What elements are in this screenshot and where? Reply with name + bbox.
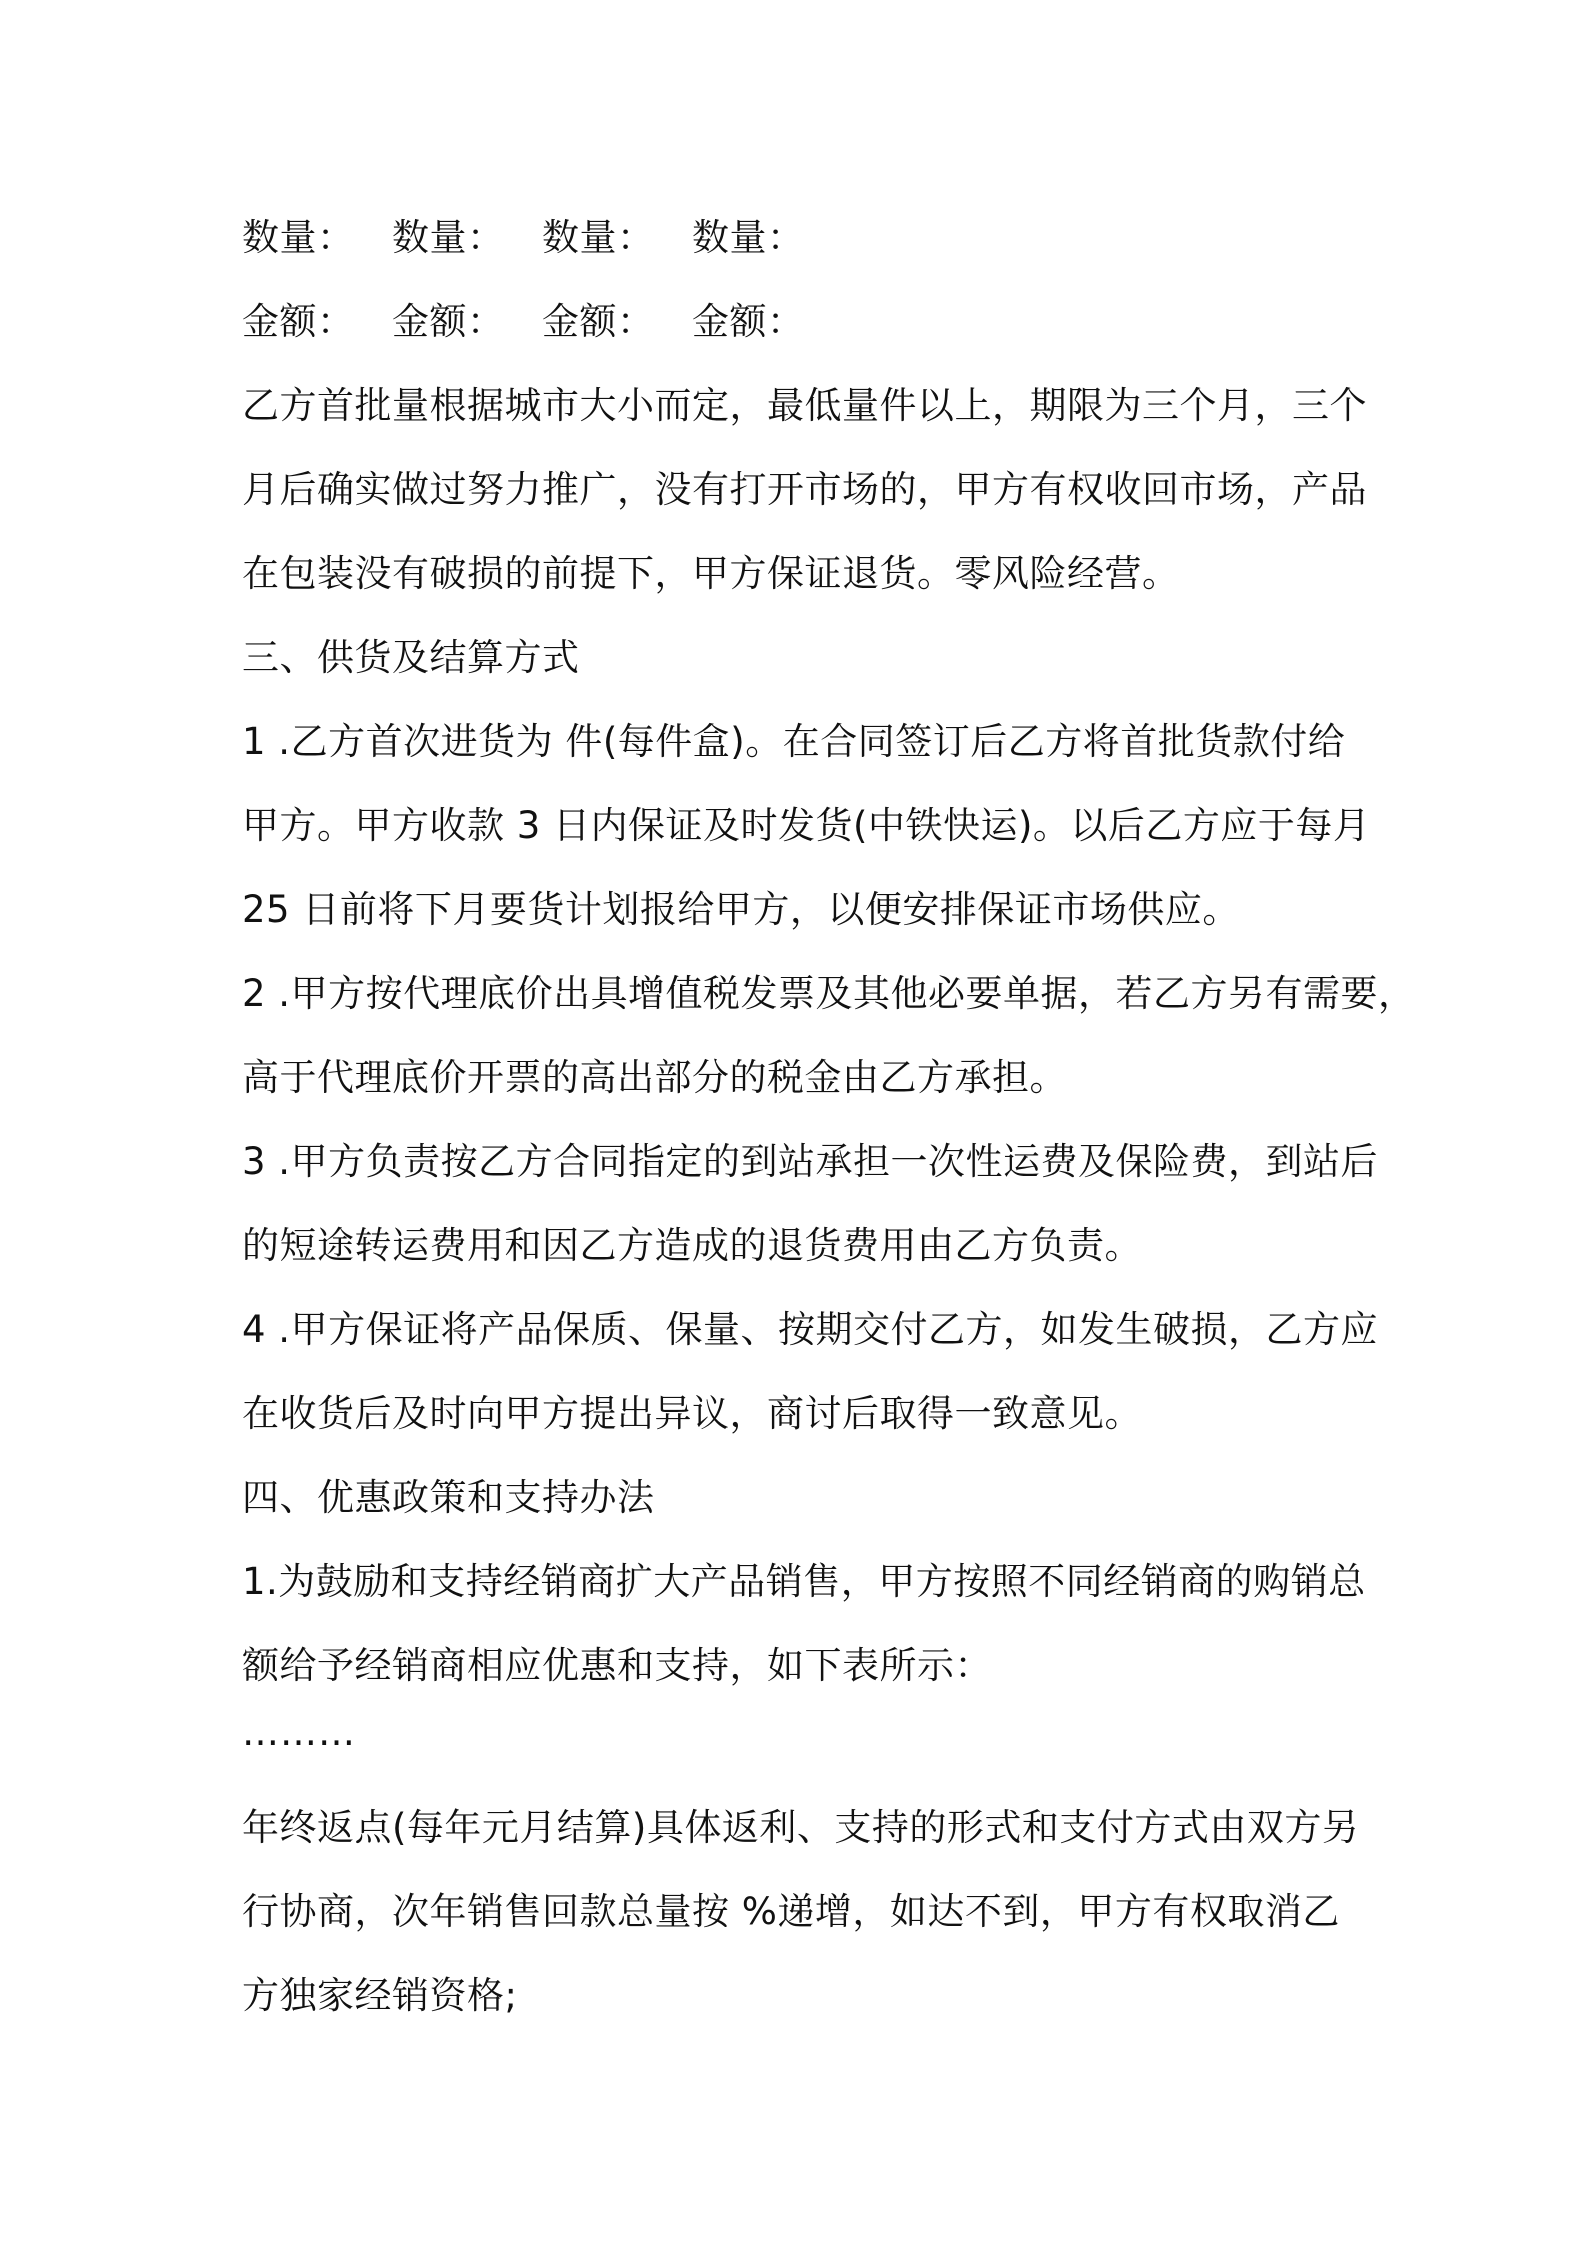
section-4-item-1	[242, 1540, 1372, 1708]
year-end-paragraph	[242, 1786, 1372, 2038]
amount-label: 金额：	[542, 300, 655, 343]
first-batch-paragraph	[242, 364, 1372, 616]
paragraph-line: 2 .甲方按代理底价出具增值税发票及其他必要单据，若乙方另有需要，	[242, 972, 1416, 1015]
paragraph-line: 行协商，次年销售回款总量按 %递增，如达不到，甲方有权取消乙	[242, 1890, 1340, 1933]
section-3-item-3	[242, 1120, 1379, 1288]
paragraph-line: 方独家经销资格;	[242, 1974, 518, 2017]
quantity-label: 数量：	[242, 216, 355, 259]
quantity-label: 数量：	[542, 216, 655, 259]
paragraph-line: 1.为鼓励和支持经销商扩大产品销售，甲方按照不同经销商的购销总	[242, 1560, 1366, 1603]
ellipsis: ………	[242, 1711, 356, 1754]
document-body	[242, 196, 1416, 2038]
paragraph-line: 甲方。甲方收款 3 日内保证及时发货(中铁快运)。以后乙方应于每月	[242, 804, 1371, 847]
paragraph-line: 25 日前将下月要货计划报给甲方，以便安排保证市场供应。	[242, 888, 1240, 931]
amount-label: 金额：	[692, 300, 805, 343]
section-3-item-2	[242, 952, 1416, 1120]
paragraph-line: 乙方首批量根据城市大小而定，最低量件以上，期限为三个月，三个	[242, 384, 1367, 427]
amount-label: 金额：	[242, 300, 355, 343]
paragraph-line: 年终返点(每年元月结算)具体返利、支持的形式和支付方式由双方另	[242, 1806, 1360, 1849]
paragraph-line: 高于代理底价开票的高出部分的税金由乙方承担。	[242, 1056, 1067, 1099]
paragraph-line: 额给予经销商相应优惠和支持，如下表所示：	[242, 1644, 992, 1687]
paragraph-line: 在包装没有破损的前提下，甲方保证退货。零风险经营。	[242, 552, 1180, 595]
paragraph-line: 在收货后及时向甲方提出异议，商讨后取得一致意见。	[242, 1392, 1142, 1435]
paragraph-line: 的短途转运费用和因乙方造成的退货费用由乙方负责。	[242, 1224, 1142, 1267]
quantity-label: 数量：	[392, 216, 505, 259]
section-3-item-1	[242, 700, 1372, 952]
section-4-heading: 四、优惠政策和支持办法	[242, 1476, 655, 1519]
amount-row	[242, 280, 1372, 364]
paragraph-line: 3 .甲方负责按乙方合同指定的到站承担一次性运费及保险费，到站后	[242, 1140, 1379, 1183]
quantity-label: 数量：	[692, 216, 805, 259]
section-3-heading: 三、供货及结算方式	[242, 636, 580, 679]
quantity-row	[242, 196, 1372, 280]
paragraph-line: 4 .甲方保证将产品保质、保量、按期交付乙方，如发生破损，乙方应	[242, 1308, 1379, 1351]
paragraph-line: 月后确实做过努力推广，没有打开市场的，甲方有权收回市场，产品	[242, 468, 1367, 511]
amount-label: 金额：	[392, 300, 505, 343]
paragraph-line: 1 .乙方首次进货为 件(每件盒)。在合同签订后乙方将首批货款付给	[242, 720, 1346, 763]
section-3-item-4	[242, 1288, 1379, 1456]
